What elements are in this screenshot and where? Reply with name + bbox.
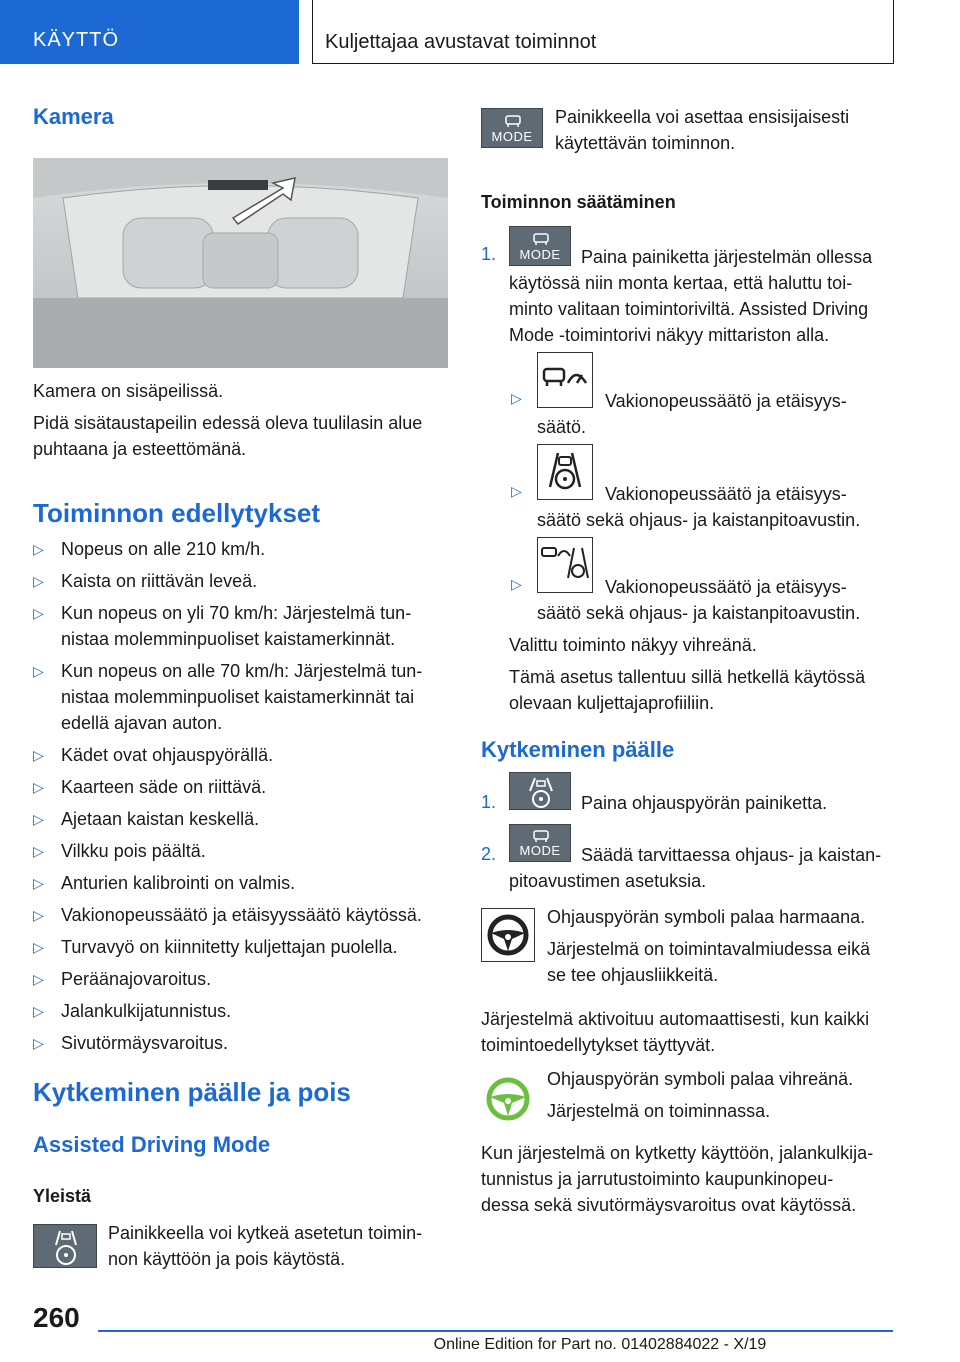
list-item-text: Nopeus on alle 210 km/h. xyxy=(61,539,266,559)
list-item-text: Ajetaan kaistan keskellä. xyxy=(61,809,260,829)
mode-text-2: käytettävän toiminnon. xyxy=(555,133,736,153)
selected-text: Valittu toiminto näkyy vihreänä. xyxy=(509,635,757,655)
final-text-3: dessa sekä sivutörmäysvaroitus ovat käytössä. xyxy=(481,1195,857,1215)
switch-on-heading: Kytkeminen päälle xyxy=(481,737,675,762)
bullet-triangle: ▷ xyxy=(511,390,522,406)
page-number: 260 xyxy=(33,1302,80,1333)
bullet-triangle: ▷ xyxy=(33,747,44,763)
bullet-triangle: ▷ xyxy=(33,939,44,955)
mode-text-1: Painikkeella voi asettaa ensisijaisesti xyxy=(555,107,850,127)
cruise-distance-icon xyxy=(538,353,592,407)
option1-text-2: säätö. xyxy=(537,417,587,437)
camera-heading: Kamera xyxy=(33,104,114,129)
mode-button-image xyxy=(509,824,571,862)
combined-assist-icon xyxy=(538,538,592,592)
adm-heading: Assisted Driving Mode xyxy=(33,1132,271,1157)
list-item-text: nistaa molemminpuoliset kaistamerkinnät tai xyxy=(61,687,415,707)
option2-text-1: Vakionopeussäätö ja etäisyys- xyxy=(605,484,847,504)
list-item xyxy=(33,934,453,960)
list-item xyxy=(33,870,453,896)
section-label: KÄYTTÖ xyxy=(33,29,120,51)
bullet-triangle: ▷ xyxy=(511,483,522,499)
steering-wheel-grey-icon xyxy=(482,909,534,961)
acc-icon-box xyxy=(537,352,593,408)
green-wheel-icon-box xyxy=(481,1072,535,1126)
list-item xyxy=(33,806,453,832)
list-item-text: Sivutörmäysvaroitus. xyxy=(61,1033,229,1053)
mode-label: MODE xyxy=(519,843,561,858)
list-item-text: Jalankulkijatunnistus. xyxy=(61,1001,232,1021)
option3-text-2: säätö sekä ohjaus- ja kaistanpitoavustin. xyxy=(537,603,861,623)
lane-steering-icon xyxy=(510,773,572,811)
bullet-triangle: ▷ xyxy=(33,1003,44,1019)
bullet-triangle: ▷ xyxy=(33,663,44,679)
bullet-triangle: ▷ xyxy=(33,573,44,589)
steering-wheel-green-icon xyxy=(481,1072,535,1126)
step1-text-3: minto valitaan toimintoriviltä. Assisted Driving xyxy=(509,299,869,319)
list-item xyxy=(33,774,453,800)
camera-photo xyxy=(33,158,448,368)
step1-text-4: Mode -toimintorivi näkyy mittariston alla. xyxy=(509,325,830,345)
grey-text-3: se tee ohjausliikkeitä. xyxy=(547,965,719,985)
list-item xyxy=(33,902,453,928)
section-tab xyxy=(0,0,299,64)
assist-button-image xyxy=(509,772,571,810)
option1-text-1: Vakionopeussäätö ja etäisyys- xyxy=(605,391,847,411)
on-step1-text: Paina ohjauspyörän painiketta. xyxy=(581,793,828,813)
car-interior-illustration xyxy=(33,158,448,368)
general-text-1: Painikkeella voi kytkeä asetetun toimin- xyxy=(108,1223,423,1243)
camera-caption-1: Kamera on sisäpeilissä. xyxy=(33,381,224,401)
grey-text-2: Järjestelmä on toimintavalmiudessa eikä xyxy=(547,939,871,959)
list-item-text: Kaista on riittävän leveä. xyxy=(61,571,258,591)
final-text-2: tunnistus ja jarrutustoiminto kaupunkinopeu- xyxy=(481,1169,834,1189)
option2-text-2: säätö sekä ohjaus- ja kaistanpitoavustin. xyxy=(537,510,861,530)
camera-caption-2b: puhtaana ja esteettömänä. xyxy=(33,439,247,459)
list-item xyxy=(33,536,453,562)
list-item-text: Kun nopeus on yli 70 km/h: Järjestelmä tun- xyxy=(61,603,412,623)
combined-icon-box xyxy=(537,537,593,593)
list-item xyxy=(33,966,453,992)
mode-button-image xyxy=(509,226,571,266)
requirements-heading: Toiminnon edellytykset xyxy=(33,498,321,528)
list-item xyxy=(33,568,453,594)
auto-text-1: Järjestelmä aktivoituu automaattisesti, kun kaikki xyxy=(481,1009,870,1029)
list-item xyxy=(33,742,453,768)
step1-text-2: käytössä niin monta kertaa, että haluttu toi- xyxy=(509,273,853,293)
mode-label: MODE xyxy=(519,247,561,262)
general-heading: Yleistä xyxy=(33,1186,92,1206)
bullet-triangle: ▷ xyxy=(511,576,522,592)
bullet-triangle: ▷ xyxy=(33,907,44,923)
list-item-text: Kädet ovat ohjauspyörällä. xyxy=(61,745,274,765)
on-step2-text-1: Säädä tarvittaessa ohjaus- ja kaistan- xyxy=(581,845,882,865)
general-text-2: non käyttöön ja pois käytöstä. xyxy=(108,1249,346,1269)
on-step1-number: 1. xyxy=(481,792,497,812)
list-item-text: Turvavyö on kiinnitetty kuljettajan puolella. xyxy=(61,937,398,957)
list-item-text: Vilkku pois päältä. xyxy=(61,841,206,861)
adjust-heading: Toiminnon säätäminen xyxy=(481,192,676,212)
list-item xyxy=(33,998,453,1024)
lane-steering-icon xyxy=(34,1225,98,1269)
requirements-list xyxy=(33,536,453,1062)
bullet-triangle: ▷ xyxy=(33,971,44,987)
list-item-text: nistaa molemminpuoliset kaistamerkinnät. xyxy=(61,629,396,649)
bullet-triangle: ▷ xyxy=(33,875,44,891)
list-item-text: Peräänajovaroitus. xyxy=(61,969,212,989)
steering-assist-icon-box xyxy=(537,444,593,500)
bullet-triangle: ▷ xyxy=(33,811,44,827)
on-step2-text-2: pitoavustimen asetuksia. xyxy=(509,871,707,891)
green-text-2: Järjestelmä on toiminnassa. xyxy=(547,1101,771,1121)
list-item xyxy=(33,658,453,736)
green-text-1: Ohjauspyörän symboli palaa vihreänä. xyxy=(547,1069,854,1089)
saved-text-2: olevaan kuljettajaprofiiliin. xyxy=(509,693,715,713)
final-text-1: Kun järjestelmä on kytketty käyttöön, jalankulkija- xyxy=(481,1143,874,1163)
edition-note: Online Edition for Part no. 01402884022 - X/19 xyxy=(433,1336,767,1353)
footer-divider xyxy=(98,1330,893,1332)
bullet-triangle: ▷ xyxy=(33,541,44,557)
on-step2-number: 2. xyxy=(481,844,497,864)
bullet-triangle: ▷ xyxy=(33,605,44,621)
auto-text-2: toimintoedellytykset täyttyvät. xyxy=(481,1035,716,1055)
assist-button-image xyxy=(33,1224,97,1268)
list-item-text: Kun nopeus on alle 70 km/h: Järjestelmä tun- xyxy=(61,661,423,681)
step1-number: 1. xyxy=(481,244,497,264)
grey-text-1: Ohjauspyörän symboli palaa harmaana. xyxy=(547,907,866,927)
list-item-text: Vakionopeussäätö ja etäisyyssäätö käytössä. xyxy=(61,905,422,925)
saved-text-1: Tämä asetus tallentuu sillä hetkellä käytössä xyxy=(509,667,866,687)
list-item-text: Kaarteen säde on riittävä. xyxy=(61,777,267,797)
list-item xyxy=(33,838,453,864)
chapter-title: Kuljettajaa avustavat toiminnot xyxy=(325,31,597,53)
list-item xyxy=(33,1030,453,1056)
chapter-header xyxy=(312,0,894,64)
mode-label: MODE xyxy=(491,129,533,144)
list-item-text: edellä ajavan auton. xyxy=(61,713,223,733)
lane-steering-icon xyxy=(538,445,592,499)
grey-wheel-icon-box xyxy=(481,908,535,962)
bullet-triangle: ▷ xyxy=(33,1035,44,1051)
mode-button-image xyxy=(481,108,543,148)
list-item xyxy=(33,600,453,652)
bullet-triangle: ▷ xyxy=(33,779,44,795)
camera-caption-2a: Pidä sisätaustapeilin edessä oleva tuulilasin alue xyxy=(33,413,423,433)
bullet-triangle: ▷ xyxy=(33,843,44,859)
list-item-text: Anturien kalibrointi on valmis. xyxy=(61,873,296,893)
option3-text-1: Vakionopeussäätö ja etäisyys- xyxy=(605,577,847,597)
step1-text-1: Paina painiketta järjestelmän ollessa xyxy=(581,247,873,267)
onoff-heading: Kytkeminen päälle ja pois xyxy=(33,1077,351,1107)
